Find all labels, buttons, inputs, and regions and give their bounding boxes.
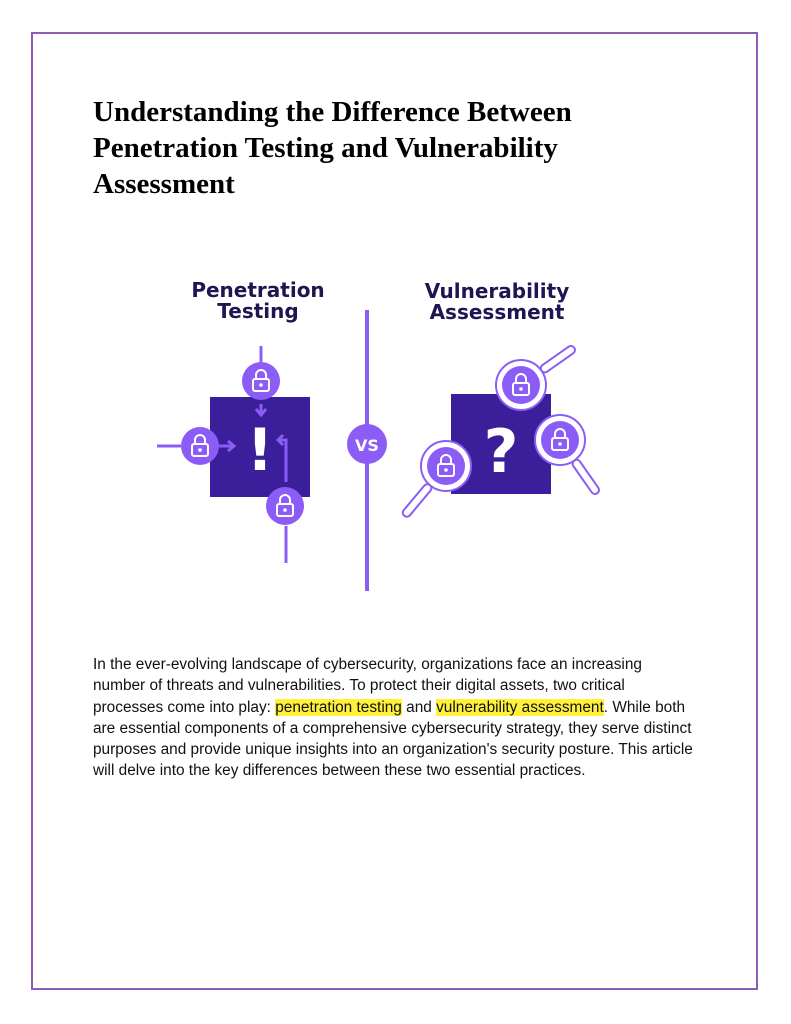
article-title: Understanding the Difference Between Penetration Testing and Vulnerability Assessment xyxy=(93,96,572,200)
comparison-illustration xyxy=(150,270,630,600)
vulnerability-assessment-icon xyxy=(401,344,600,518)
paragraph-text-part-3: . While both are essential components of a comprehensive cybersecurity strategy, they serve distinct purposes and provide unique insights into an organization's security posture. This article will delve into the key differences between these two essential practices. xyxy=(93,698,693,780)
svg-text:!: ! xyxy=(246,416,274,484)
highlight-vulnerability-assessment: vulnerability assessment xyxy=(436,698,604,716)
highlight-penetration-testing: penetration testing xyxy=(275,698,402,716)
vulnerability-assessment-label: Vulnerability xyxy=(424,279,570,303)
intro-paragraph xyxy=(93,654,693,782)
penetration-testing-icon xyxy=(157,346,310,563)
penetration-testing-label-2: Testing xyxy=(217,299,299,323)
vulnerability-assessment-label-2: Assessment xyxy=(429,300,565,324)
vs-badge xyxy=(347,424,387,464)
svg-text:VS: VS xyxy=(355,436,379,455)
svg-text:?: ? xyxy=(483,417,519,487)
paragraph-text-part-1: In the ever-evolving landscape of cybersecurity, organizations face an increasing number of threats and vulnerabilities. To protect their digital assets, two critical processes come into play: xyxy=(93,656,642,716)
paragraph-text-part-2: and xyxy=(401,698,437,716)
penetration-testing-label: Penetration xyxy=(191,278,325,302)
